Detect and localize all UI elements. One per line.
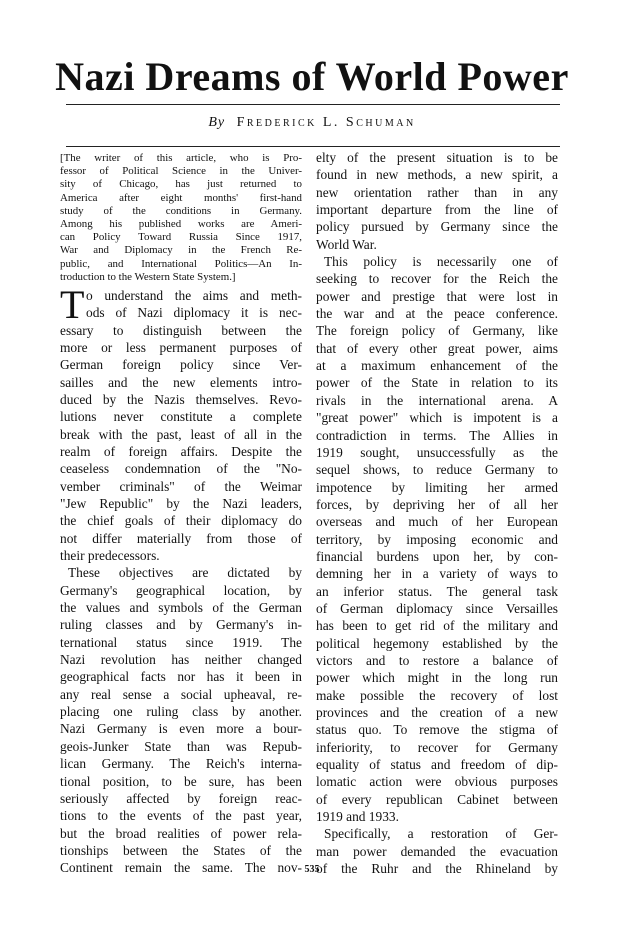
body-line: power and prestige that were lost in — [316, 288, 558, 304]
body-line: political hegemony established by the — [316, 635, 558, 651]
opening-paragraph — [60, 281, 302, 327]
body-line: impotence by limiting her armed — [316, 479, 558, 495]
left-column — [60, 152, 302, 877]
byline-prefix: By — [208, 115, 226, 130]
body-line: provinces and the creation of a new — [316, 705, 558, 720]
body-line: duced by the Nazis themselves. Revo- — [60, 391, 302, 407]
body-line: financial burdens upon her, by con- — [316, 548, 558, 564]
body-line: lomatic action were obvious purposes — [316, 774, 558, 790]
note-line: study of the conditions in Germany. — [60, 204, 302, 217]
body-line: power of the State in relation to its — [316, 375, 558, 391]
body-line: the chief goals of their diplomacy do — [60, 513, 302, 529]
body-line: "Jew Republic" by the Nazi leaders, — [60, 496, 302, 511]
article-title: Nazi Dreams of World Power — [55, 54, 569, 99]
body-line: seeking to recover for the Reich the — [316, 271, 558, 287]
body-line: o understand the aims and meth- — [86, 287, 302, 303]
byline — [0, 115, 624, 131]
body-line: The foreign policy of Germany, like — [316, 323, 558, 339]
note-line: Among his published works are Ameri- — [60, 217, 302, 230]
body-line: placing one ruling class by another. — [60, 704, 302, 720]
body-line: ruling classes and by Germany's in- — [60, 617, 302, 633]
note-line: public, and International Politics—An In- — [60, 257, 302, 270]
body-line: but the broad realities of power rela- — [60, 825, 302, 841]
body-line: overseas and much of her European — [316, 514, 558, 530]
body-line: at a maximum enhancement of the — [316, 358, 558, 374]
body-line: power which might in the long run — [316, 670, 558, 686]
note-line: sity of Chicago, has just returned to — [60, 178, 302, 191]
body-line: demning her in a variety of ways to — [316, 566, 558, 582]
body-line: Nazi revolution has neither changed — [60, 652, 302, 668]
title-rule — [66, 104, 560, 105]
body-line: tional position, to be sure, has been — [60, 773, 302, 789]
body-line: essary to distinguish between the — [60, 322, 302, 338]
body-line: new orientation rather than in any — [316, 184, 558, 200]
body-line: of every republican Cabinet between — [316, 791, 558, 807]
body-line: sequel shows, to reduce Germany to — [316, 462, 558, 478]
body-line: lican Germany. The Reich's interna- — [60, 756, 302, 772]
body-line: tions to the events of the past year, — [60, 808, 302, 824]
body-line: not differ materially from those of — [60, 530, 302, 546]
body-line: their predecessors. — [60, 548, 160, 564]
body-line: Germany's geographical location, by — [60, 582, 302, 598]
body-line: geois-Junker State than was Repub- — [60, 738, 302, 754]
body-line: Nazi Germany is even more a bour- — [60, 721, 302, 737]
body-line: This policy is necessarily one of — [324, 254, 558, 270]
body-line: These objectives are dictated by — [68, 565, 302, 581]
body-line: policy pursued by Germany since the — [316, 219, 558, 235]
body-line: geographical facts nor has it been in — [60, 669, 302, 685]
body-line: break with the past, least of all in the — [60, 426, 302, 442]
body-line: important departure from the line of — [316, 202, 558, 218]
body-line: ods of Nazi diplomacy it is nec- — [86, 305, 302, 321]
body-line: seriously affected by foreign reac- — [60, 790, 302, 806]
body-line: tionships between the States of the — [60, 842, 302, 858]
body-line: World War. — [316, 236, 377, 252]
note-line: War and Diplomacy in the French Re- — [60, 244, 302, 257]
body-line: found in new methods, a new spirit, a — [316, 167, 558, 183]
body-line: lutions never constitute a complete — [60, 409, 302, 425]
body-line: inferiority, to recover for Germany — [316, 739, 558, 755]
body-line: rivals in the international arena. A — [316, 392, 558, 408]
body-line: victors and to restore a balance of — [316, 652, 558, 668]
body-line: equality of status and freedom of dip- — [316, 757, 558, 773]
body-line: make possible the recovery of lost — [316, 687, 558, 703]
editor-note — [60, 152, 302, 284]
body-line: of German diplomacy since Versailles — [316, 600, 558, 616]
body-line: "great power" which is impotent is a — [316, 410, 558, 426]
body-line: contradiction in terms. The Allies in — [316, 427, 558, 443]
body-line: sailles and the new elements intro- — [60, 374, 302, 390]
body-line: 1919 and 1933. — [316, 809, 399, 825]
body-line: of the Ruhr and the Rhineland by — [316, 861, 558, 877]
right-column — [316, 149, 558, 877]
body-line: territory, by imposing economic and — [316, 531, 558, 547]
body-line: realm of foreign affairs. Despite the — [60, 443, 302, 459]
note-line: fessor of Political Science in the Univer- — [60, 165, 302, 178]
body-line: status quo. To remove the stigma of — [316, 722, 558, 738]
body-line: any real sense a social upheaval, re- — [60, 686, 302, 702]
body-line: that of every other great power, aims — [316, 340, 558, 356]
body-line: elty of the present situation is to be — [316, 150, 558, 165]
drop-cap-letter: T — [60, 281, 85, 327]
note-line: America after eight months' first-hand — [60, 191, 302, 204]
page-number: 535 — [304, 864, 320, 875]
body-line: has been to get rid of the military and — [316, 618, 558, 634]
note-line: can Policy Toward Russia Since 1917, — [60, 231, 302, 244]
body-line: ceaseless condemnation of the "No- — [60, 461, 302, 477]
body-line: forces, by depriving her of all her — [316, 496, 558, 512]
note-line: [The writer of this article, who is Pro- — [60, 152, 302, 164]
body-line: Continent remain the same. The nov- — [60, 860, 302, 876]
body-line: the war and at the peace conference. — [316, 306, 558, 322]
body-line: Specifically, a restoration of Ger- — [324, 826, 558, 842]
author-name: Frederick L. Schuman — [236, 115, 416, 130]
byline-rule — [66, 146, 560, 147]
body-line: an inferior status. The general task — [316, 583, 558, 599]
body-line: ternational status since 1919. The — [60, 634, 302, 650]
note-line: troduction to the Western State System.] — [60, 270, 236, 283]
body-line: German foreign policy since Ver- — [60, 357, 302, 373]
body-line: man power demanded the evacuation — [316, 843, 558, 859]
body-line: 1919 sought, unsuccessfully as the — [316, 444, 558, 460]
body-line: more or less permanent purposes of — [60, 339, 302, 355]
body-line: the values and symbols of the German — [60, 600, 302, 616]
body-line: vember criminals" of the Weimar — [60, 478, 302, 494]
